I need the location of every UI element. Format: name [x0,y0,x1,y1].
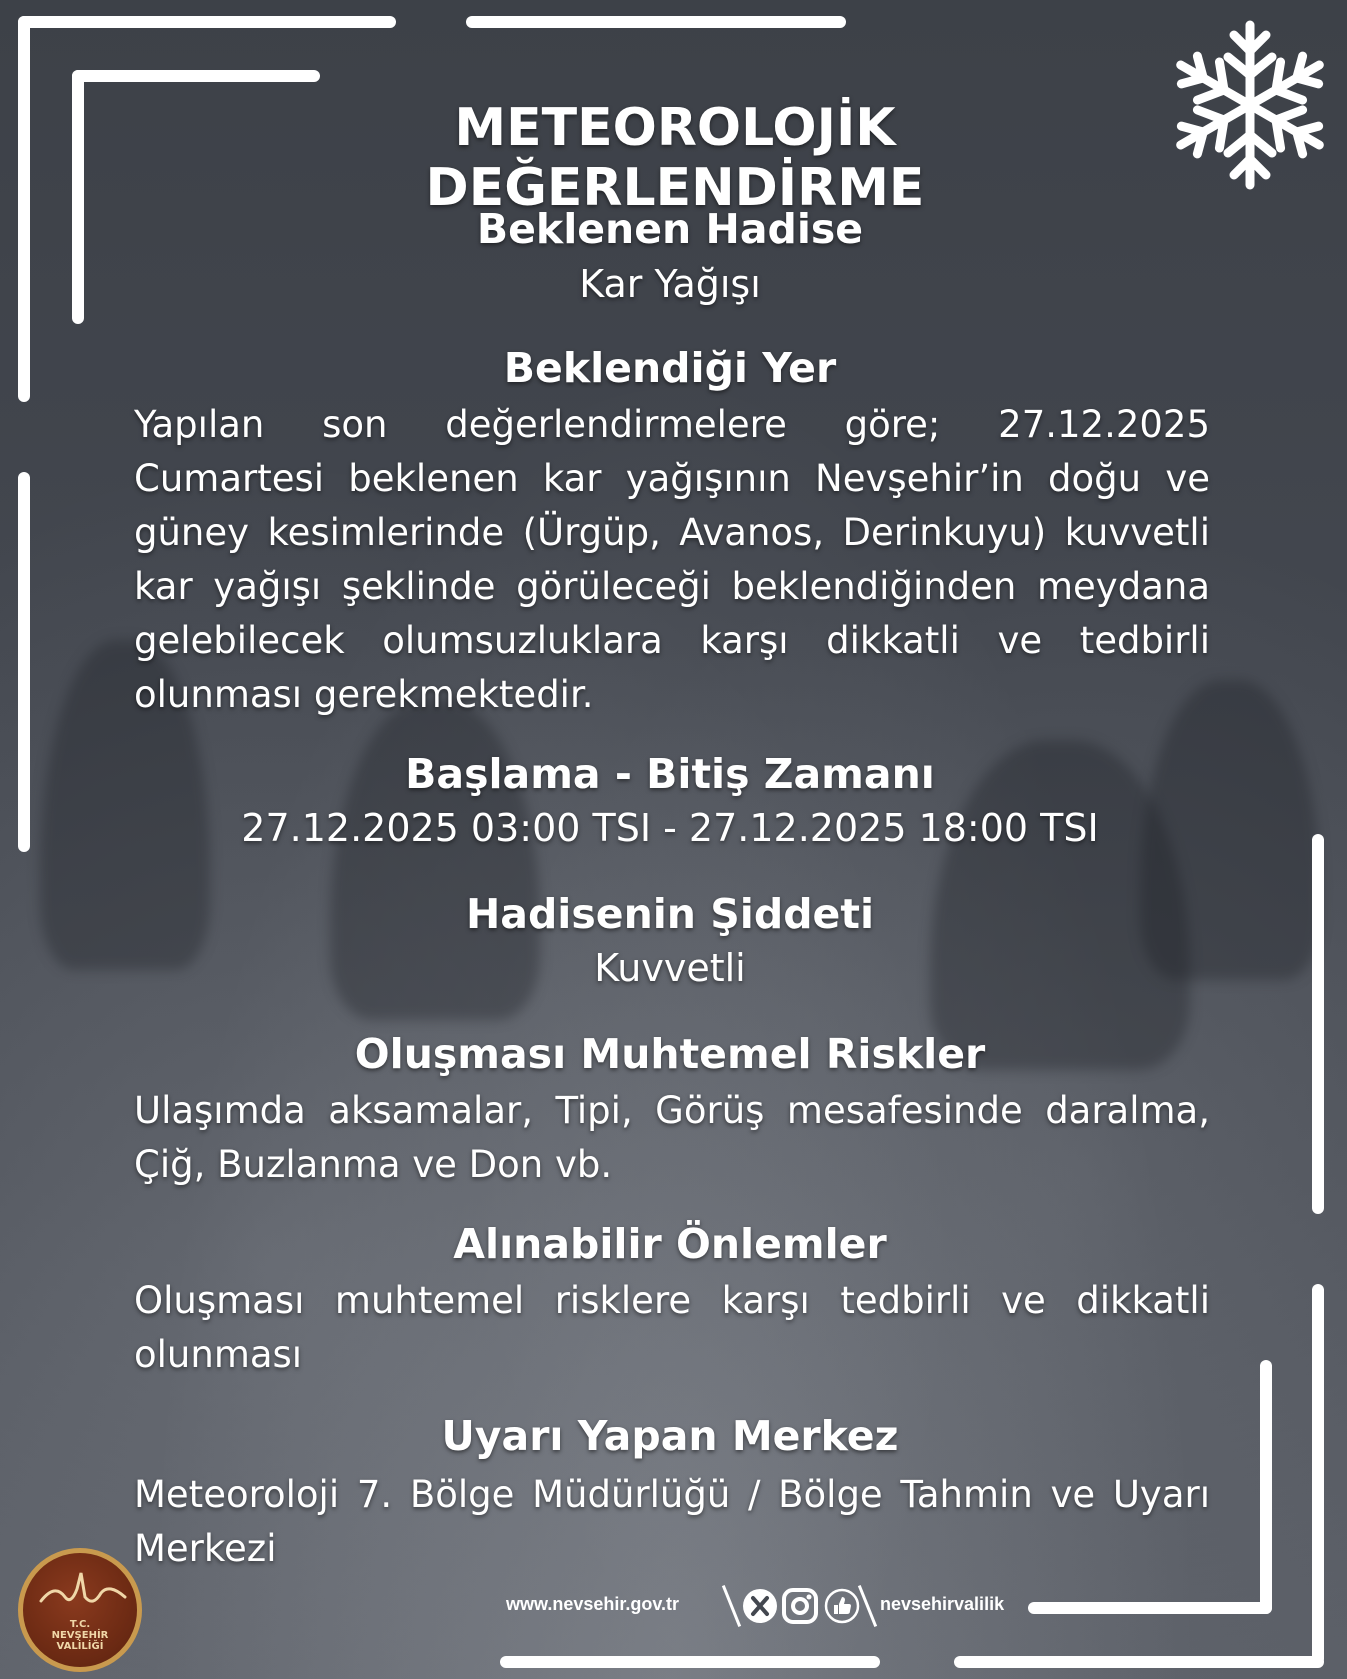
warning-center-body: Meteoroloji 7. Bölge Müdürlüğü / Bölge Tahmin ve Uyarı Merkezi [134,1473,1210,1570]
logo-line-2: NEVŞEHİR [51,1630,109,1641]
time-range-value: 27.12.2025 03:00 TSI - 27.12.2025 18:00 TSI [241,806,1099,850]
facebook-like-icon[interactable] [824,1588,860,1624]
expected-location-body: Yapılan son değerlendirmelere göre; 27.12.2025 Cumartesi beklenen kar yağışının Nevşehir’in doğu ve güney kesimlerinde (Ürgüp, Avanos, Derinkuyu) kuvvetli kar yağışı şeklinde görüleceği beklendiğinden meydana gelebilecek olumsuzluklara karşı dikkatli ve tedbirli olunması gerekmektedir. [134,403,1210,716]
expected-event-heading: Beklenen Hadise [476,205,864,253]
social-handle[interactable]: nevsehirvalilik [880,1594,1005,1614]
footer-divider [858,1585,877,1627]
precautions-body: Oluşması muhtemel risklere karşı tedbirli ve dikkatli olunması [134,1279,1210,1376]
instagram-icon[interactable] [782,1588,818,1624]
frame-bar [466,16,846,28]
warning-center-heading: Uyarı Yapan Merkez [441,1412,899,1460]
frame-bar [1028,1602,1272,1614]
frame-bar [954,1656,1324,1668]
logo-line-3: VALİLİĞİ [56,1641,104,1652]
frame-bar [1312,834,1324,1214]
footer-divider [722,1585,741,1627]
precautions-heading: Alınabilir Önlemler [453,1220,887,1268]
website-link[interactable]: www.nevsehir.gov.tr [506,1594,680,1614]
frame-bar [500,1656,880,1668]
page-title: METEOROLOJİK DEĞERLENDİRME [425,98,925,218]
risks-body: Ulaşımda aksamalar, Tipi, Görüş mesafesinde daralma, Çiğ, Buzlanma ve Don vb. [134,1089,1210,1186]
frame-bar [18,472,30,852]
frame-bar [18,16,396,28]
severity-value: Kuvvetli [594,946,746,990]
frame-bar [72,70,320,82]
time-range-heading: Başlama - Bitiş Zamanı [405,750,935,798]
governorship-logo [18,1548,142,1672]
logo-emblem-icon [35,1567,131,1617]
frame-bar [1312,1284,1324,1665]
risks-heading: Oluşması Muhtemel Riskler [354,1030,986,1078]
frame-bar [72,70,84,324]
severity-heading: Hadisenin Şiddeti [465,890,875,938]
logo-line-1: T.C. [69,1619,91,1630]
x-icon[interactable] [742,1588,778,1624]
expected-location-heading: Beklendiği Yer [503,344,837,392]
snowflake-icon [1170,14,1330,196]
frame-bar [1260,1360,1272,1614]
expected-event-value: Kar Yağışı [579,262,761,306]
frame-bar [18,16,30,402]
